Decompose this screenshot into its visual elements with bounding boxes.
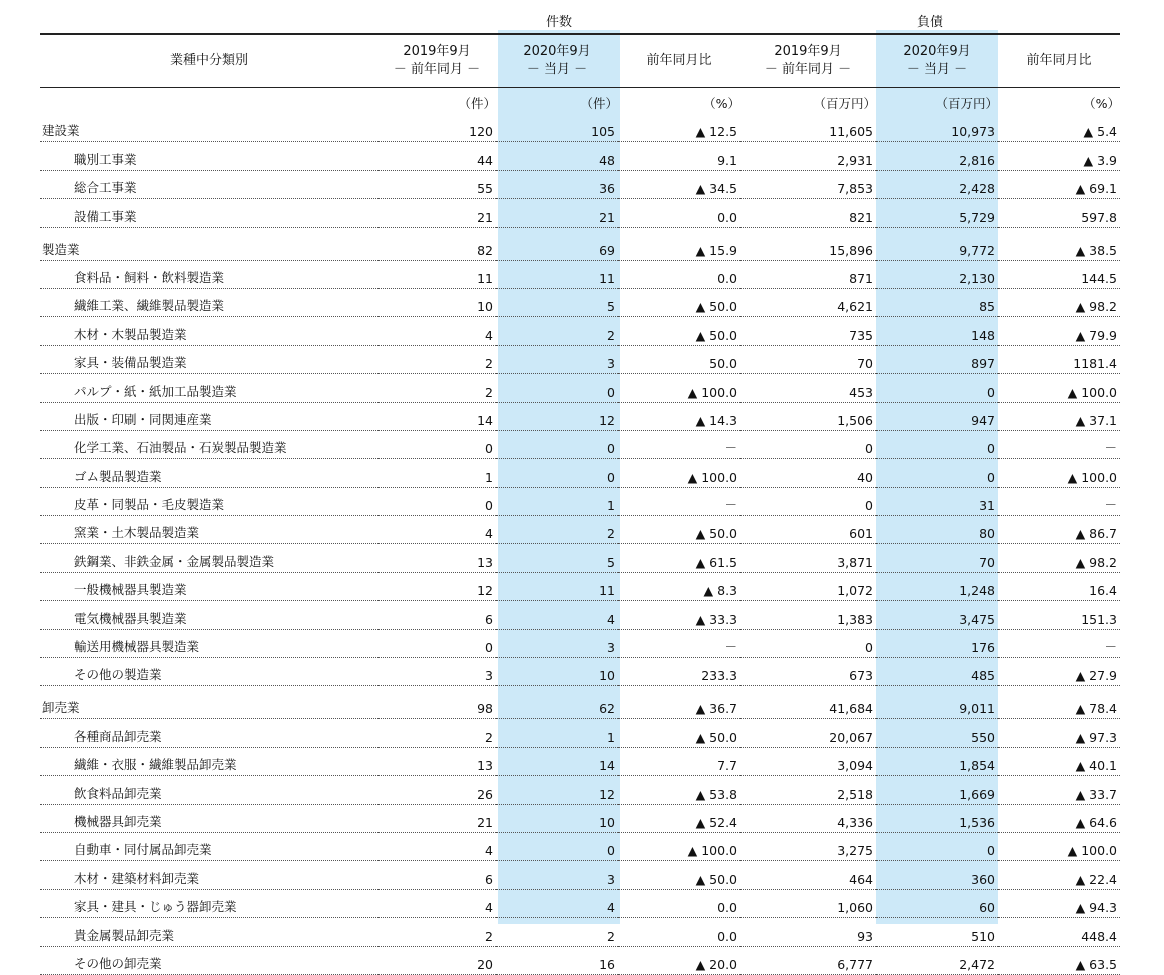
cell-d-yoy: ▲ 22.4 [998,861,1120,889]
industry-name: 飲食料品卸売業 [40,776,378,804]
cell-c-curr: 3 [496,629,618,657]
cell-c-prev: 4 [378,317,496,345]
cell-c-yoy: ▲ 50.0 [618,719,740,747]
cell-c-yoy: ▲ 50.0 [618,288,740,316]
table-row [40,288,1120,316]
cell-d-yoy: － [998,629,1120,657]
cell-c-curr: 2 [496,516,618,544]
cell-c-prev: 2 [378,374,496,402]
cell-c-curr: 62 [496,686,618,719]
cell-c-curr: 11 [496,260,618,288]
cell-c-curr: 14 [496,747,618,775]
table-row [40,402,1120,430]
table-row [40,572,1120,600]
cell-c-yoy: ▲ 33.3 [618,601,740,629]
industry-name: 繊維・衣服・繊維製品卸売業 [40,747,378,775]
cell-d-curr: 947 [876,402,998,430]
cell-d-yoy: 16.4 [998,572,1120,600]
cell-d-yoy: ▲ 3.9 [998,142,1120,170]
cell-c-prev: 4 [378,889,496,917]
industry-name: 設備工事業 [40,199,378,227]
cell-d-yoy: 1181.4 [998,345,1120,373]
cell-c-prev: 1 [378,459,496,487]
cell-d-yoy: ▲ 40.1 [998,747,1120,775]
cell-c-prev: 10 [378,288,496,316]
cell-c-prev: 4 [378,832,496,860]
col-header-category: 業種中分類別 [40,34,378,88]
cell-c-curr: 4 [496,889,618,917]
cell-d-prev: 0 [740,487,876,515]
cell-d-prev: 1,506 [740,402,876,430]
cell-d-curr: 0 [876,832,998,860]
cell-d-curr: 5,729 [876,199,998,227]
cell-d-prev: 464 [740,861,876,889]
cell-c-yoy: － [618,487,740,515]
cell-d-yoy: 151.3 [998,601,1120,629]
cell-d-yoy: 144.5 [998,260,1120,288]
cell-c-yoy: 0.0 [618,889,740,917]
table-row [40,861,1120,889]
table-row [40,142,1120,170]
cell-d-prev: 453 [740,374,876,402]
industry-name: 一般機械器具製造業 [40,572,378,600]
cell-d-curr: 0 [876,374,998,402]
cell-c-curr: 10 [496,658,618,686]
cell-c-curr: 1 [496,487,618,515]
group-header-debt: 負債 [916,15,943,30]
group-header-count: 件数 [545,15,572,30]
col-header-debt-curr: 2020年9月 － 当月 － [876,34,998,88]
cell-d-curr: 10,973 [876,114,998,142]
industry-name: 木材・木製品製造業 [40,317,378,345]
industry-name: 自動車・同付属品卸売業 [40,832,378,860]
table-row [40,227,1120,260]
cell-c-curr: 0 [496,374,618,402]
table-row [40,889,1120,917]
industry-name: パルプ・紙・紙加工品製造業 [40,374,378,402]
cell-d-yoy: ▲ 69.1 [998,170,1120,198]
industry-name: 出版・印刷・同関連産業 [40,402,378,430]
table-row [40,832,1120,860]
cell-c-prev: 120 [378,114,496,142]
industry-name: ゴム製品製造業 [40,459,378,487]
cell-d-yoy: ▲ 100.0 [998,832,1120,860]
cell-c-curr: 11 [496,572,618,600]
cell-c-curr: 3 [496,861,618,889]
cell-c-curr: 48 [496,142,618,170]
cell-c-curr: 5 [496,544,618,572]
industry-name: その他の卸売業 [40,946,378,974]
industry-name: 家具・建具・じゅう器卸売業 [40,889,378,917]
cell-c-yoy: 7.7 [618,747,740,775]
cell-c-yoy: ▲ 15.9 [618,227,740,260]
cell-d-prev: 871 [740,260,876,288]
cell-d-prev: 15,896 [740,227,876,260]
cell-d-prev: 4,336 [740,804,876,832]
cell-c-yoy: ▲ 12.5 [618,114,740,142]
cell-c-curr: 10 [496,804,618,832]
industry-name: 輸送用機械器具製造業 [40,629,378,657]
cell-c-yoy: 0.0 [618,260,740,288]
table-row [40,459,1120,487]
cell-d-prev: 41,684 [740,686,876,719]
cell-c-prev: 2 [378,918,496,946]
cell-c-prev: 0 [378,629,496,657]
cell-c-curr: 12 [496,402,618,430]
cell-d-curr: 9,011 [876,686,998,719]
cell-c-curr: 5 [496,288,618,316]
table-row [40,374,1120,402]
cell-d-curr: 9,772 [876,227,998,260]
cell-c-prev: 82 [378,227,496,260]
cell-c-prev: 55 [378,170,496,198]
cell-c-yoy: － [618,430,740,458]
industry-name: 電気機械器具製造業 [40,601,378,629]
cell-d-curr: 0 [876,430,998,458]
cell-d-curr: 1,669 [876,776,998,804]
unit-count-pct: （%） [703,96,740,111]
table-row [40,487,1120,515]
cell-d-prev: 1,072 [740,572,876,600]
cell-c-yoy: ▲ 8.3 [618,572,740,600]
industry-name: 食料品・飼料・飲料製造業 [40,260,378,288]
table-row [40,260,1120,288]
cell-d-curr: 0 [876,459,998,487]
cell-d-prev: 0 [740,629,876,657]
cell-c-yoy: ▲ 50.0 [618,861,740,889]
cell-c-curr: 4 [496,601,618,629]
cell-c-yoy: ▲ 100.0 [618,832,740,860]
cell-c-prev: 11 [378,260,496,288]
cell-d-curr: 176 [876,629,998,657]
unit-debt-prev: （百万円） [813,96,876,111]
unit-count-curr: （件） [580,96,618,111]
cell-d-curr: 360 [876,861,998,889]
cell-d-yoy: ▲ 27.9 [998,658,1120,686]
cell-c-yoy: ▲ 53.8 [618,776,740,804]
cell-d-curr: 510 [876,918,998,946]
cell-c-curr: 0 [496,430,618,458]
cell-c-prev: 2 [378,345,496,373]
industry-name: 建設業 [40,114,378,142]
cell-c-yoy: ▲ 36.7 [618,686,740,719]
cell-c-yoy: ▲ 50.0 [618,317,740,345]
industry-name: 貴金属製品卸売業 [40,918,378,946]
cell-c-yoy: ▲ 100.0 [618,374,740,402]
cell-d-prev: 0 [740,430,876,458]
cell-c-curr: 69 [496,227,618,260]
cell-c-yoy: ▲ 50.0 [618,516,740,544]
col-header-count-curr: 2020年9月 － 当月 － [496,34,618,88]
cell-c-prev: 6 [378,861,496,889]
cell-c-curr: 16 [496,946,618,974]
table-row [40,170,1120,198]
col-header-count-yoy: 前年同月比 [618,34,740,88]
cell-c-yoy: － [618,629,740,657]
cell-d-prev: 821 [740,199,876,227]
cell-c-curr: 21 [496,199,618,227]
table-row [40,719,1120,747]
industry-name: 皮革・同製品・毛皮製造業 [40,487,378,515]
industry-name: その他の製造業 [40,658,378,686]
cell-d-curr: 1,854 [876,747,998,775]
cell-c-prev: 21 [378,199,496,227]
cell-d-yoy: ▲ 38.5 [998,227,1120,260]
cell-c-prev: 98 [378,686,496,719]
cell-c-yoy: 0.0 [618,199,740,227]
unit-debt-curr: （百万円） [935,96,998,111]
cell-c-curr: 0 [496,459,618,487]
cell-d-prev: 3,094 [740,747,876,775]
cell-c-prev: 44 [378,142,496,170]
industry-name: 各種商品卸売業 [40,719,378,747]
cell-c-prev: 13 [378,544,496,572]
cell-d-curr: 485 [876,658,998,686]
cell-d-curr: 80 [876,516,998,544]
cell-c-prev: 0 [378,487,496,515]
cell-d-yoy: 597.8 [998,199,1120,227]
cell-d-yoy: 448.4 [998,918,1120,946]
cell-d-yoy: ▲ 5.4 [998,114,1120,142]
col-header-count-prev: 2019年9月 － 前年同月 － [378,34,496,88]
cell-d-prev: 3,275 [740,832,876,860]
cell-c-yoy: 0.0 [618,918,740,946]
table-row [40,601,1120,629]
cell-d-yoy: ▲ 78.4 [998,686,1120,719]
cell-d-yoy: ▲ 79.9 [998,317,1120,345]
industry-name: 木材・建築材料卸売業 [40,861,378,889]
cell-d-prev: 1,383 [740,601,876,629]
cell-d-curr: 1,248 [876,572,998,600]
cell-d-prev: 601 [740,516,876,544]
cell-d-prev: 40 [740,459,876,487]
cell-c-prev: 3 [378,658,496,686]
cell-d-curr: 2,472 [876,946,998,974]
table-row [40,804,1120,832]
table-row [40,686,1120,719]
cell-d-prev: 673 [740,658,876,686]
cell-d-yoy: ▲ 94.3 [998,889,1120,917]
cell-d-yoy: ▲ 86.7 [998,516,1120,544]
cell-d-yoy: － [998,487,1120,515]
cell-d-curr: 2,130 [876,260,998,288]
industry-name: 総合工事業 [40,170,378,198]
table-row [40,114,1120,142]
table-row [40,199,1120,227]
cell-d-prev: 735 [740,317,876,345]
cell-d-prev: 4,621 [740,288,876,316]
cell-d-yoy: ▲ 97.3 [998,719,1120,747]
cell-c-prev: 21 [378,804,496,832]
cell-c-yoy: ▲ 14.3 [618,402,740,430]
cell-c-curr: 12 [496,776,618,804]
table-row [40,776,1120,804]
cell-c-prev: 2 [378,719,496,747]
cell-c-curr: 36 [496,170,618,198]
cell-c-curr: 2 [496,918,618,946]
cell-c-yoy: ▲ 34.5 [618,170,740,198]
table-row [40,658,1120,686]
cell-d-prev: 2,518 [740,776,876,804]
cell-d-prev: 7,853 [740,170,876,198]
cell-d-prev: 70 [740,345,876,373]
cell-c-curr: 105 [496,114,618,142]
cell-d-yoy: ▲ 64.6 [998,804,1120,832]
industry-name: 窯業・土木製品製造業 [40,516,378,544]
cell-d-curr: 60 [876,889,998,917]
cell-d-curr: 3,475 [876,601,998,629]
cell-d-yoy: ▲ 100.0 [998,459,1120,487]
cell-c-yoy: ▲ 61.5 [618,544,740,572]
cell-c-prev: 26 [378,776,496,804]
table-row [40,747,1120,775]
cell-d-yoy: － [998,430,1120,458]
cell-c-curr: 3 [496,345,618,373]
industry-name: 家具・装備品製造業 [40,345,378,373]
cell-c-yoy: 233.3 [618,658,740,686]
cell-d-prev: 2,931 [740,142,876,170]
cell-d-curr: 31 [876,487,998,515]
table-row [40,629,1120,657]
cell-d-curr: 85 [876,288,998,316]
industry-name: 卸売業 [40,686,378,719]
table-row [40,544,1120,572]
cell-c-yoy: ▲ 100.0 [618,459,740,487]
cell-d-yoy: ▲ 100.0 [998,374,1120,402]
cell-c-prev: 14 [378,402,496,430]
cell-d-curr: 148 [876,317,998,345]
cell-d-yoy: ▲ 98.2 [998,544,1120,572]
table-row [40,345,1120,373]
industry-name: 鉄鋼業、非鉄金属・金属製品製造業 [40,544,378,572]
cell-d-yoy: ▲ 37.1 [998,402,1120,430]
cell-c-prev: 20 [378,946,496,974]
industry-name: 繊維工業、繊維製品製造業 [40,288,378,316]
cell-c-prev: 13 [378,747,496,775]
cell-c-yoy: 9.1 [618,142,740,170]
unit-debt-pct: （%） [1083,96,1120,111]
cell-c-curr: 2 [496,317,618,345]
table-row [40,516,1120,544]
cell-d-prev: 20,067 [740,719,876,747]
unit-count-prev: （件） [458,96,496,111]
cell-d-curr: 70 [876,544,998,572]
table-row [40,317,1120,345]
table-row [40,918,1120,946]
cell-d-curr: 1,536 [876,804,998,832]
industry-name: 製造業 [40,227,378,260]
cell-d-curr: 2,428 [876,170,998,198]
cell-d-curr: 897 [876,345,998,373]
table-row [40,946,1120,974]
cell-d-prev: 6,777 [740,946,876,974]
col-header-debt-prev: 2019年9月 － 前年同月 － [740,34,876,88]
industry-name: 化学工業、石油製品・石炭製品製造業 [40,430,378,458]
cell-c-prev: 0 [378,430,496,458]
industry-name: 職別工事業 [40,142,378,170]
cell-c-prev: 6 [378,601,496,629]
cell-c-prev: 4 [378,516,496,544]
cell-c-yoy: 50.0 [618,345,740,373]
cell-d-yoy: ▲ 63.5 [998,946,1120,974]
cell-d-prev: 3,871 [740,544,876,572]
bankruptcy-by-industry-table [40,8,1120,975]
cell-d-yoy: ▲ 98.2 [998,288,1120,316]
cell-d-prev: 11,605 [740,114,876,142]
col-header-debt-yoy: 前年同月比 [998,34,1120,88]
cell-d-curr: 2,816 [876,142,998,170]
cell-c-yoy: ▲ 52.4 [618,804,740,832]
cell-d-prev: 1,060 [740,889,876,917]
cell-d-prev: 93 [740,918,876,946]
cell-c-curr: 1 [496,719,618,747]
cell-c-prev: 12 [378,572,496,600]
cell-d-yoy: ▲ 33.7 [998,776,1120,804]
cell-c-yoy: ▲ 20.0 [618,946,740,974]
cell-c-curr: 0 [496,832,618,860]
table-row [40,430,1120,458]
industry-name: 機械器具卸売業 [40,804,378,832]
cell-d-curr: 550 [876,719,998,747]
